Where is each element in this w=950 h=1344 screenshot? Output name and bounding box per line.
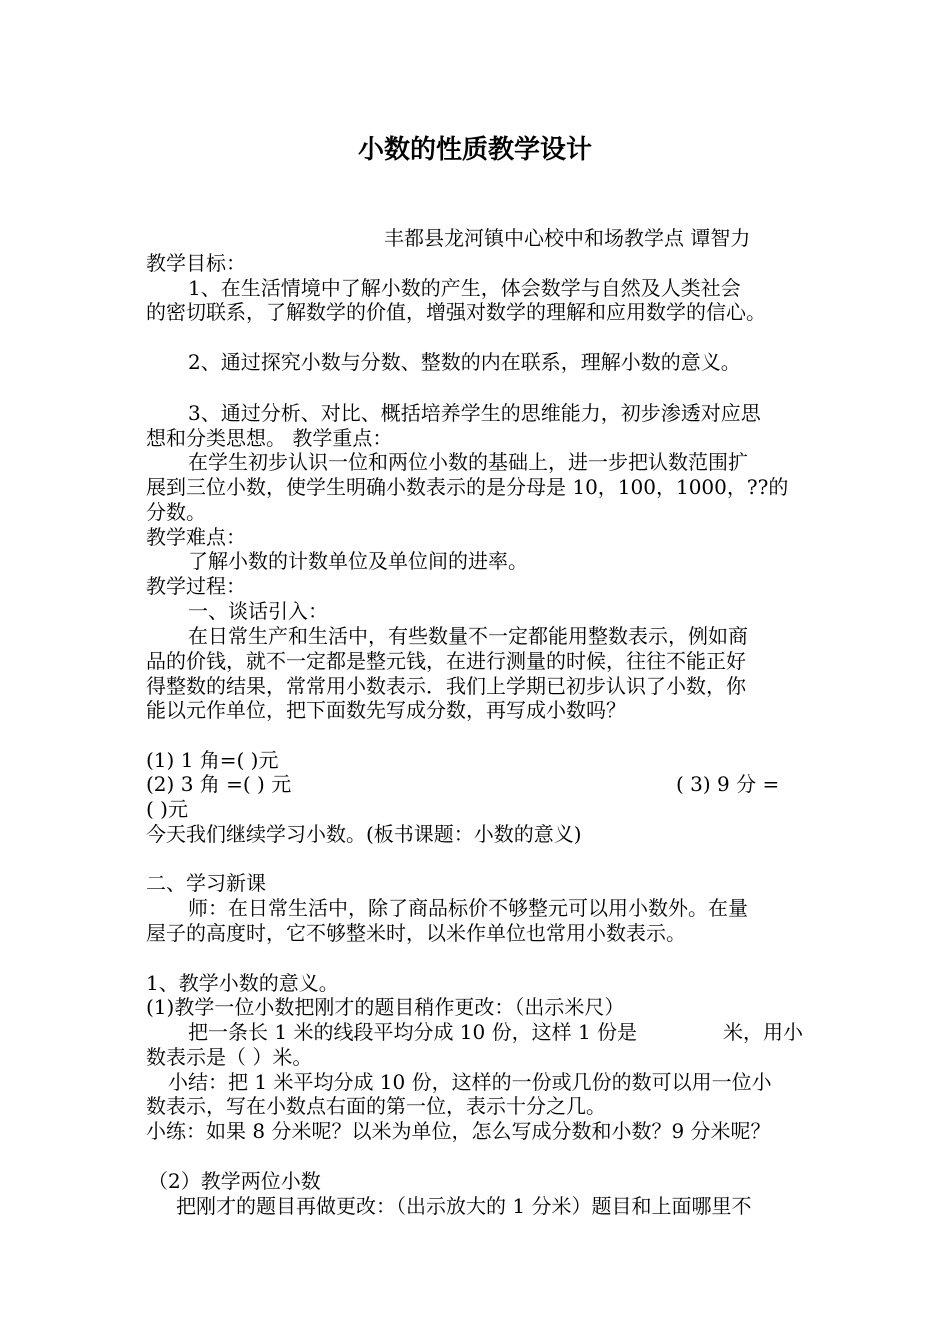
paragraph-line: 把一条长 1 米的线段平均分成 10 份，这样 1 份是 [188, 1020, 638, 1044]
paragraph-line: 3、通过分析、对比、概括培养学生的思维能力，初步渗透对应思 [188, 401, 761, 425]
paragraph-line: 能以元作单位，把下面数先写成分数，再写成小数吗？ [146, 698, 626, 722]
exercise-line: ( 3) 9 分 = [676, 772, 780, 796]
paragraph-line: 展到三位小数，使学生明确小数表示的是分母是 10，100，1000，??的 [146, 475, 789, 499]
paragraph-line: 数表示，写在小数点右面的第一位，表示十分之几。 [146, 1094, 606, 1118]
paragraph-line: 1、在生活情境中了解小数的产生，体会数学与自然及人类社会 [188, 276, 741, 300]
paragraph-line: 小结：把 1 米平均分成 10 份，这样的一份或几份的数可以用一位小 [168, 1070, 772, 1094]
paragraph-line: 米，用小 [723, 1020, 803, 1044]
section-heading: 教学过程： [146, 574, 246, 598]
subsection-heading: （2）教学两位小数 [148, 1169, 321, 1193]
section-heading: 二、学习新课 [146, 871, 266, 895]
paragraph-line: 品的价钱，就不一定都是整元钱，在进行测量的时候，往往不能正好 [146, 649, 746, 673]
page-title: 小数的性质教学设计 [357, 135, 592, 165]
paragraph-line: 数表示是（ ）米。 [146, 1045, 313, 1069]
paragraph-line: 分数。 [146, 500, 206, 524]
paragraph-line: 把刚才的题目再做更改：（出示放大的 1 分米）题目和上面哪里不 [176, 1194, 752, 1218]
paragraph-line: 师：在日常生活中，除了商品标价不够整元可以用小数外。在量 [188, 896, 748, 920]
subsection-heading: 一、谈话引入： [188, 599, 328, 623]
paragraph-line: 得整数的结果，常常用小数表示．我们上学期已初步认识了小数，你 [146, 674, 746, 698]
paragraph-line: 屋子的高度时，它不够整米时，以米作单位也常用小数表示。 [146, 921, 686, 945]
section-heading: 教学难点： [146, 525, 246, 549]
exercise-line: ( )元 [146, 797, 188, 821]
exercise-line: (1) 1 角=( )元 [146, 748, 279, 772]
paragraph-line: 了解小数的计数单位及单位间的进率。 [188, 549, 528, 573]
subsection-heading: 1、教学小数的意义。 [146, 971, 339, 995]
paragraph-line: 小练：如果 8 分米呢？以米为单位，怎么写成分数和小数？9 分米呢？ [146, 1119, 771, 1143]
section-heading: 教学目标： [146, 251, 246, 275]
paragraph-line: (1)教学一位小数把刚才的题目稍作更改：（出示米尺） [146, 995, 625, 1019]
paragraph-line: 今天我们继续学习小数。(板书课题：小数的意义) [146, 822, 582, 846]
paragraph-line: 的密切联系，了解数学的价值，增强对数学的理解和应用数学的信心。 [146, 300, 766, 324]
paragraph-line: 2、通过探究小数与分数、整数的内在联系，理解小数的意义。 [188, 350, 741, 374]
paragraph-line: 想和分类思想。 教学重点： [146, 426, 393, 450]
paragraph-line: 在日常生产和生活中，有些数量不一定都能用整数表示，例如商 [188, 624, 748, 648]
author-line: 丰都县龙河镇中心校中和场教学点 谭智力 [384, 226, 751, 250]
exercise-line: (2) 3 角 =( ) 元 [146, 772, 292, 796]
paragraph-line: 在学生初步认识一位和两位小数的基础上，进一步把认数范围扩 [188, 450, 748, 474]
